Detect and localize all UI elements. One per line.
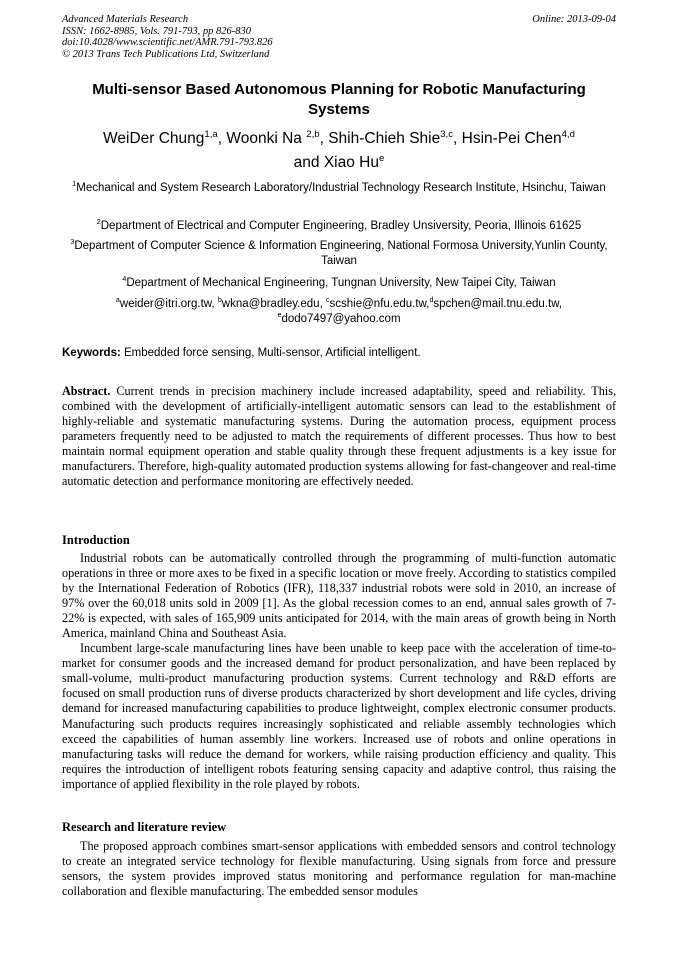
author-separator: , [453,130,462,147]
introduction-body [62,551,616,792]
email-line-2 [62,312,616,327]
author-name: and Xiao Hu [293,154,379,171]
issn-line: ISSN: 1662-8985, Vols. 791-793, pp 826-830 [62,25,251,37]
doi-line: doi:10.4028/www.scientific.net/AMR.791-793.826 [62,37,273,48]
affiliation-sup: 2 [96,218,101,227]
paper-title [62,80,616,120]
affiliation-text: Department of Mechanical Engineering, Tungnan University, New Taipei City, Taiwan [126,277,556,289]
author-name: WeiDer Chung [103,130,205,147]
email-address[interactable]: spchen@mail.tnu.edu.tw, [433,298,563,310]
author-line-1 [62,127,616,151]
affiliation-sup: 1 [72,180,77,189]
affiliation-1 [62,181,616,196]
abstract-text: Current trends in precision machinery include increased adaptability, speed and reliability. This, combined with the development of artificially-intelligent automatic sensors can lead to the establishment of highly-reliable and systematic manufacturing systems. During the automation process, equipment process parameters frequently need to be adjusted to match the requirements of different processes. Thus how to best maintain normal equipment operation and stable quality through these frequent adjustments is a key issue for manufacturers. Therefore, high-quality automated production systems allowing for fast-changeover and real-time automatic detection and performance monitoring are effectively needed. [62,384,616,489]
abstract-label: Abstract. [62,384,111,398]
author-sup: 2,b [306,128,320,140]
affiliation-text: Mechanical and System Research Laboratory/Industrial Technology Research Institute, Hsinchu, Taiwan [76,182,606,194]
keywords-text: Embedded force sensing, Multi-sensor, Artificial intelligent. [120,347,421,359]
email-sup: c [325,296,330,305]
email-address[interactable]: wkna@bradley.edu, [221,298,326,310]
affiliation-text: Department of Electrical and Computer Engineering, Bradley Unsiversity, Peoria, Illinois 61625 [100,220,582,232]
email-sup: d [429,296,434,305]
intro-paragraph-2: Incumbent large-scale manufacturing lines have been unable to keep pace with the acceleration of time-to-market for consumer goods and the increased demand for product personalization, and have been replaced by small-volume, multi-product manufacturing production systems. Current technology and R&D efforts are focused on small production runs of diverse products characterized by short development and life cycles, driving demand for increased manufacturing capabilities to produce lightweight, complex electronic consumer products. Manufacturing such products requires increasingly sophisticated and reliable assembly technologies which exceed the capabilities of human assembly line workers. Increased use of robots and online operations in manufacturing tasks will reduce the demand for workers, while raising production efficiency and quality. This requires the introduction of intelligent robots featuring sensing capacity and adaptive control, thus raising the importance of applied flexibility in the role played by robots. [62,641,616,791]
author-name: Woonki Na [226,130,307,147]
keywords [62,346,616,361]
research-paragraph-1: The proposed approach combines smart-sensor applications with embedded sensors and control technology to create an integrated service technology for flexible manufacturing. Using signals from force and pressure sensors, the system provides improved status monitoring and performance regulation for man-machine collaboration and flexible manufacturing. The embedded sensor modules [62,839,616,899]
journal-header [62,14,273,60]
affiliation-3 [62,239,616,269]
author-separator: , [217,130,227,147]
author-name: Shih-Chieh Shie [328,130,441,147]
author-sup: 4,d [561,128,575,140]
research-body [62,839,616,899]
affiliation-4 [62,276,616,291]
email-sup: e [277,311,282,320]
author-sup: 1,a [204,128,218,140]
affiliation-sup: 4 [122,275,127,284]
intro-paragraph-1: Industrial robots can be automatically controlled through the programming of multi-function automatic operations in three or more axes to be fixed in a specific location or move freely. According to statistics compiled by the International Federation of Robotics (IFR), 118,337 industrial robots were sold in 2010, an increase of 97% over the 60,018 units sold in 2009 [1]. As the global recession comes to an end, annual sales growth of 7-22% is expected, with sales of 165,909 units anticipated for 2014, with the main areas of growth being in North America, mainland China and Southeast Asia. [62,551,616,641]
author-sup: 3,c [440,128,454,140]
keywords-label: Keywords: [62,347,121,359]
section-heading-introduction: Introduction [62,533,130,547]
online-date: Online: 2013-09-04 [532,14,616,25]
email-address[interactable]: scshie@nfu.edu.tw, [329,298,430,310]
affiliation-2 [62,219,616,234]
email-address[interactable]: weider@itri.org.tw, [119,298,218,310]
email-list [62,297,616,327]
author-name: Hsin-Pei Chen [461,130,562,147]
journal-name: Advanced Materials Research [62,14,189,25]
author-line-2 [62,151,616,175]
abstract [62,384,616,489]
author-sup: e [378,152,385,164]
author-list [62,127,616,175]
title-line-2: Systems [308,101,370,118]
section-heading-research: Research and literature review [62,820,227,834]
email-address[interactable]: dodo7497@yahoo.com [281,313,401,325]
title-line-1: Multi-sensor Based Autonomous Planning for Robotic Manufacturing [92,81,586,98]
email-sup: a [115,296,120,305]
copyright-line: © 2013 Trans Tech Publications Ltd, Switzerland [62,48,270,60]
affiliation-text: Department of Computer Science & Information Engineering, National Formosa University,Yunlin County, Taiwan [74,240,608,267]
affiliation-sup: 3 [70,238,75,247]
email-sup: b [217,296,222,305]
email-line-1 [62,297,616,312]
author-separator: , [319,130,329,147]
